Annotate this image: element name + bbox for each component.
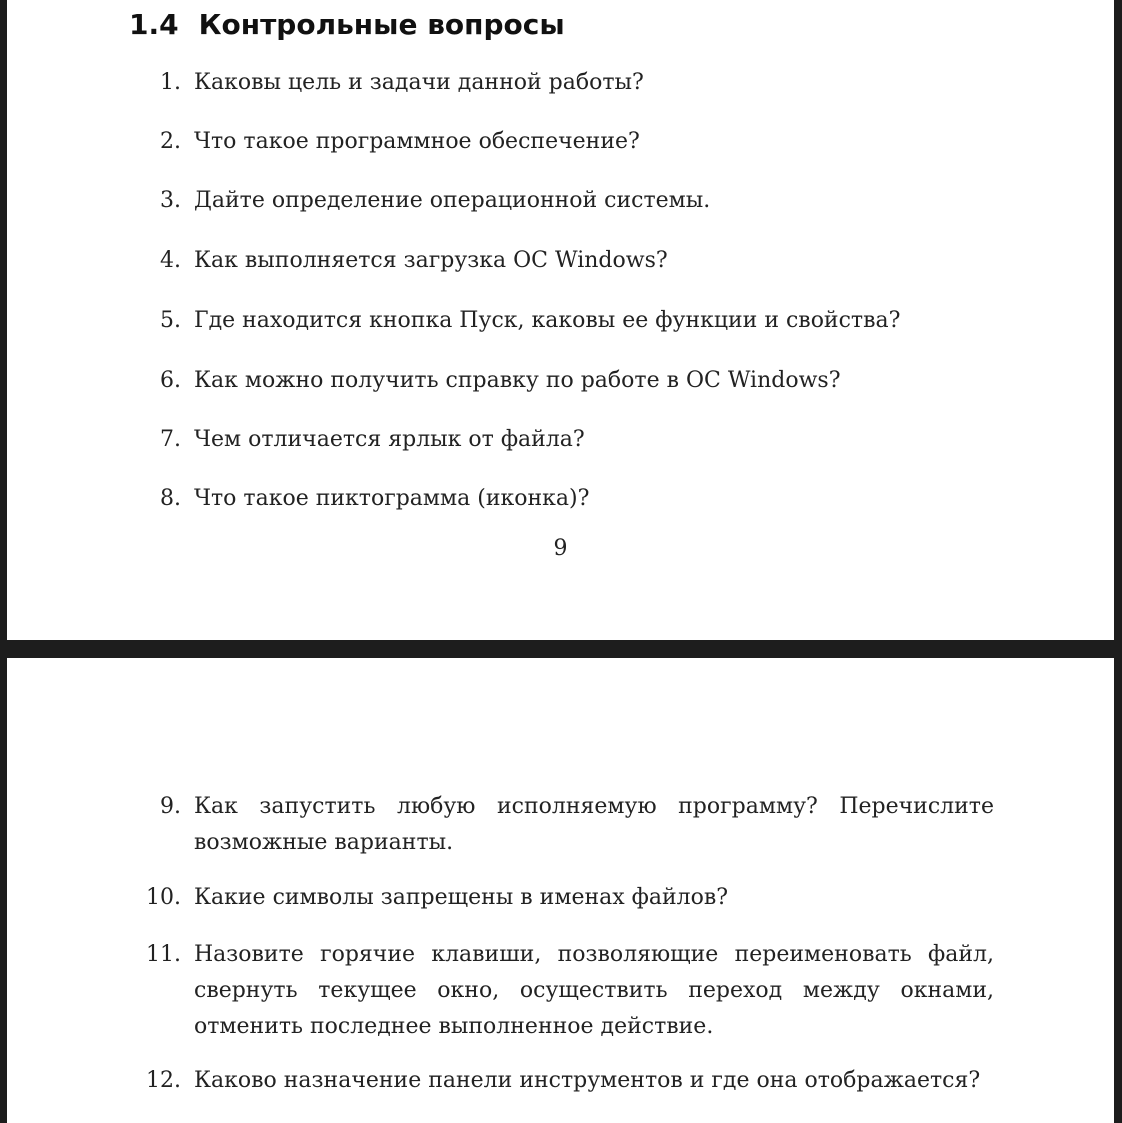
question-number: 9.	[160, 794, 181, 819]
question-text: Где находится кнопка Пуск, каковы ее функции и свойства?	[194, 308, 901, 333]
question-number: 1.	[160, 70, 181, 95]
question-text: Каково назначение панели инструментов и где она отображается?	[194, 1068, 981, 1093]
question-number: 10.	[146, 885, 181, 910]
section-number: 1.4	[129, 8, 179, 41]
question-number: 3.	[160, 188, 181, 213]
page-9	[7, 0, 1114, 640]
question-text: Что такое пиктограмма (иконка)?	[194, 486, 590, 511]
question-number: 8.	[160, 486, 181, 511]
question-number: 12.	[146, 1068, 181, 1093]
question-text: Дайте определение операционной системы.	[194, 188, 711, 213]
question-text: Какие символы запрещены в именах файлов?	[194, 885, 729, 910]
question-number: 7.	[160, 427, 181, 452]
question-text: Как выполняется загрузка ОС Windows?	[194, 248, 668, 273]
question-text: Что такое программное обеспечение?	[194, 129, 640, 154]
section-title: Контрольные вопросы	[198, 8, 565, 41]
page-10	[7, 658, 1114, 1123]
page-number: 9	[553, 536, 568, 561]
question-number: 6.	[160, 368, 181, 393]
question-number: 5.	[160, 308, 181, 333]
question-text: Как можно получить справку по работе в ОС Windows?	[194, 368, 841, 393]
question-number: 11.	[146, 942, 181, 967]
section-heading	[129, 8, 565, 41]
question-text: Как запустить любую исполняемую программу? Перечислите возможные варианты.	[194, 794, 994, 855]
question-number: 2.	[160, 129, 181, 154]
question-text: Чем отличается ярлык от файла?	[194, 427, 585, 452]
question-text: Назовите горячие клавиши, позволяющие переименовать файл, свернуть текущее окно, осуществить переход между окнами, отменить последнее выполненное действие.	[194, 942, 994, 1039]
question-number: 4.	[160, 248, 181, 273]
question-text: Каковы цель и задачи данной работы?	[194, 70, 644, 95]
